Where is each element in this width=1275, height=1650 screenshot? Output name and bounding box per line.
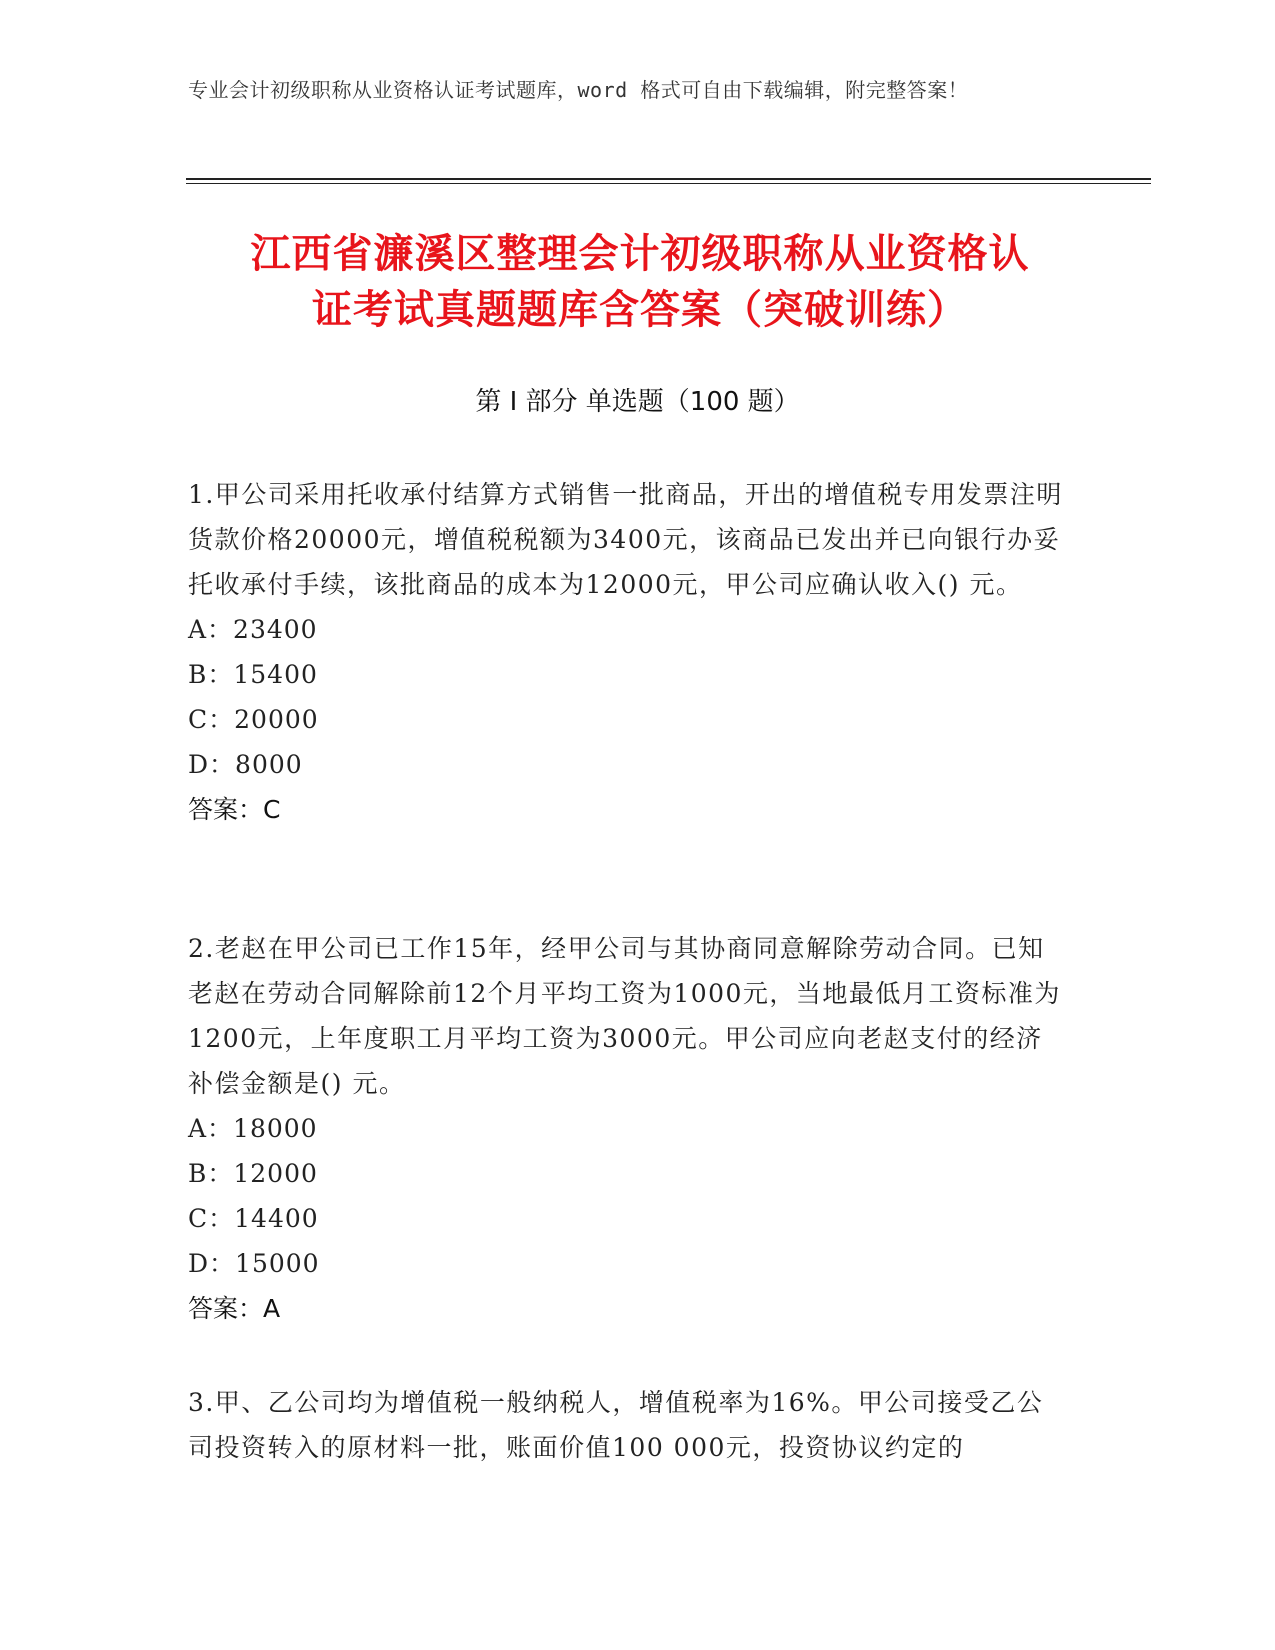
question-stem: 2.老赵在甲公司已工作15年，经甲公司与其协商同意解除劳动合同。已知老赵在劳动合同解除前12个月平均工资为1000元，当地最低月工资标准为1200元，上年度职工月平均工资为3000元。甲公司应向老赵支付的经济补偿金额是() 元。 [188,934,1061,1098]
header-note: 专业会计初级职称从业资格认证考试题库，word 格式可自由下载编辑，附完整答案！ [188,78,969,102]
answer-line: 答案：A [188,1294,281,1323]
option-a: A：23400 [188,615,318,644]
section-heading: 第 I 部分 单选题（100 题） [475,387,800,417]
document-title [190,226,1090,338]
option-c: C：14400 [188,1204,319,1233]
option-c: C：20000 [188,705,319,734]
header-divider-thin [186,183,1151,184]
option-d: D：15000 [188,1249,320,1278]
document-title-line-1: 江西省濂溪区整理会计初级职称从业资格认 [250,231,1030,277]
question-1 [188,472,1068,832]
answer-line: 答案：C [188,795,281,824]
question-3 [188,1380,1068,1470]
option-b: B：12000 [188,1159,318,1188]
question-stem: 3.甲、乙公司均为增值税一般纳税人，增值税率为16%。甲公司接受乙公司投资转入的原材料一批，账面价值100 000元，投资协议约定的 [188,1388,1044,1462]
document-title-line-2: 证考试真题题库含答案（突破训练） [312,287,968,333]
header-divider-thick [186,178,1151,180]
option-d: D：8000 [188,750,303,779]
option-b: B：15400 [188,660,318,689]
question-stem: 1.甲公司采用托收承付结算方式销售一批商品，开出的增值税专用发票注明货款价格20000元，增值税税额为3400元，该商品已发出并已向银行办妥托收承付手续，该批商品的成本为12000元，甲公司应确认收入() 元。 [188,480,1063,599]
option-a: A：18000 [188,1114,318,1143]
question-2 [188,926,1068,1331]
